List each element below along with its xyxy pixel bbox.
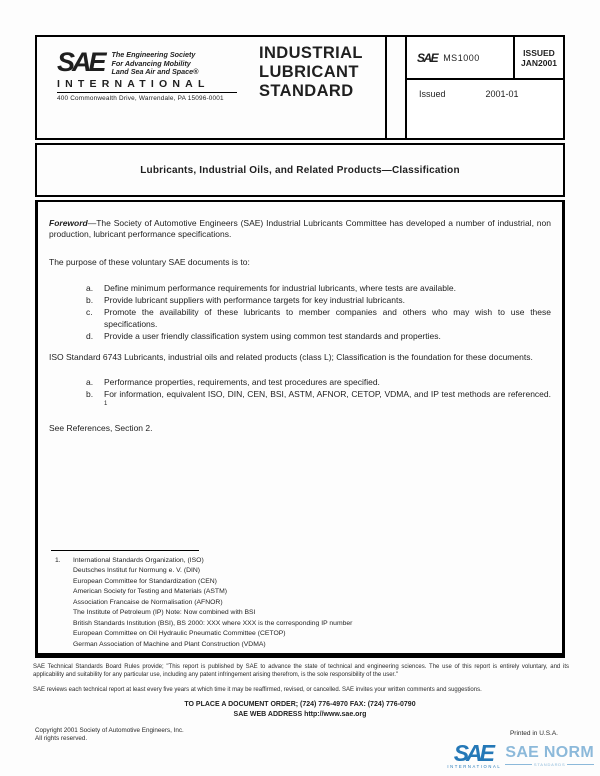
iso-list (49, 376, 551, 412)
list-marker: c. (86, 307, 93, 317)
logo-divider (57, 92, 237, 93)
list-item (49, 294, 551, 306)
list-item-text: Provide lubricant suppliers with performance targets for key industrial lubricants. (104, 295, 405, 305)
list-item (49, 388, 551, 412)
tagline-line-1: The Engineering Society (111, 50, 196, 59)
see-references-line: See References, Section 2. (49, 423, 153, 433)
footnote-divider (51, 550, 199, 551)
sae-blue-logo-icon: SAE (453, 740, 492, 766)
iso-paragraph: ISO Standard 6743 Lubricants, industrial oils and related products (class L); Classification is the foundation for these documents. (49, 352, 533, 362)
footnote-line: The Institute of Petroleum (IP) Note: Now combined with BSI (73, 609, 256, 616)
header-box (35, 35, 565, 140)
list-marker: b. (86, 295, 94, 305)
document-info-table (405, 37, 563, 138)
list-marker: d. (86, 331, 94, 341)
sae-logo-icon: SAE (57, 47, 104, 77)
copyright-notice (35, 727, 184, 743)
tagline-line-3: Land Sea Air and Space® (111, 67, 199, 77)
list-item (49, 306, 551, 330)
footnote-line: International Standards Organization, (ISO) (73, 556, 204, 564)
international-label: INTERNATIONAL (57, 77, 210, 90)
sae-norm-wordmark: SAE NORM (505, 744, 594, 761)
list-marker: a. (86, 377, 94, 387)
list-item-text: For information, equivalent ISO, DIN, CEN, BSI, ASTM, AFNOR, CETOP, VDMA, and IP test methods are referenced. $^1$ (104, 389, 551, 408)
footnote-line: European Committee on Oil Hydraulic Pneumatic Committee (CETOP) (73, 630, 286, 637)
revision-date: 2001-01 (485, 89, 519, 99)
footnote-marker: 1. (55, 556, 61, 564)
document-number-cell (407, 37, 513, 78)
list-item-text: Promote the availability of these lubricants to member companies and others who may wish to use these specifications. (104, 307, 551, 329)
sae-norm-tagline: STANDARDS (533, 762, 566, 767)
purpose-list (49, 282, 551, 342)
list-item-text: Provide a user friendly classification system using common test standards and properties. (104, 331, 441, 341)
printed-in-usa-label: Printed in U.S.A. (509, 730, 558, 737)
tagline-line-2: For Advancing Mobility (111, 58, 191, 68)
tagline-rule-left (505, 764, 532, 765)
document-type-title (259, 44, 363, 101)
body-content (38, 218, 562, 434)
sae-logo-tagline (112, 50, 199, 77)
footnote-line: Deutsches Institut fur Normung e. V. (DIN) (73, 567, 201, 574)
sae-norm-logo-right (505, 743, 594, 767)
issued-date: JAN2001 (521, 57, 557, 68)
sae-norm-logo (447, 740, 594, 769)
purpose-intro: The purpose of these voluntary SAE documents is to: (49, 257, 250, 267)
document-ref-row (407, 37, 563, 80)
doc-type-line-1: INDUSTRIAL (259, 44, 363, 62)
footnote-line: American Society for Testing and Materials (ASTM) (73, 588, 227, 595)
footnote-section (51, 550, 549, 651)
foreword-label: Foreword (49, 218, 88, 228)
copyright-line-2: All rights reserved. (35, 735, 88, 742)
footnote-line: British Standards Institution (BSI), BS 2000: XXX where XXX is the corresponding IP number (73, 619, 353, 627)
revision-label: Issued (419, 89, 446, 99)
footnote-body (51, 556, 549, 651)
web-address-line: SAE WEB ADDRESS http://www.sae.org (233, 711, 367, 718)
doc-type-line-3: STANDARD (259, 82, 354, 100)
document-order-line: TO PLACE A DOCUMENT ORDER; (724) 776-4970 FAX: (724) 776-0790 (184, 701, 416, 708)
footnote-line: European Committee for Standardization (CEN) (73, 577, 217, 585)
sae-norm-logo-left (447, 740, 502, 769)
tagline-rule-right (567, 764, 594, 765)
list-item-text: Define minimum performance requirements for industrial lubricants, where tests are available. (104, 283, 456, 293)
title-bar (35, 143, 565, 197)
sae-mini-logo-icon: SAE (417, 50, 438, 65)
disclaimer-paragraph-1: SAE Technical Standards Board Rules provide; "This report is published by SAE to advance the state of technical and engineering sciences. The use of this report is entirely voluntary, and its applicability and suitability for any particular use, including any patent infringement arising therefrom, is the sole responsibility of the user." (33, 664, 569, 678)
footnote-line: Association Francaise de Normalisation (AFNOR) (73, 598, 223, 606)
disclaimer-paragraph-2: SAE reviews each technical report at least every five years at which time it may be reaffirmed, revised, or cancelled. SAE invites your written comments and suggestions. (33, 687, 482, 693)
doc-type-line-2: LUBRICANT (259, 63, 359, 81)
sae-norm-international-label: INTERNATIONAL (447, 764, 502, 769)
list-item-text: Performance properties, requirements, and test procedures are specified. (104, 377, 380, 387)
foreword-text: —The Society of Automotive Engineers (SAE) Industrial Lubricants Committee has developed a number of industrial, non production, lubricant performance specifications. (49, 218, 551, 239)
list-item (49, 282, 551, 294)
document-body (35, 200, 565, 658)
sae-norm-tagline-row (505, 762, 594, 767)
copyright-line-1: Copyright 2001 Society of Automotive Engineers, Inc. (35, 727, 184, 734)
header-divider (385, 37, 387, 138)
list-marker: a. (86, 283, 94, 293)
revision-row (407, 80, 563, 99)
list-item (49, 376, 551, 388)
sae-logo (57, 47, 237, 102)
issued-label: ISSUED (523, 47, 555, 58)
document-title: Lubricants, Industrial Oils, and Related Products—Classification (140, 164, 460, 176)
issued-cell (513, 37, 563, 78)
foreword-paragraph (49, 218, 551, 240)
document-number: MS1000 (443, 52, 480, 63)
list-marker: b. (86, 389, 94, 399)
address-line: 400 Commonwealth Drive, Warrendale, PA 15096-0001 (57, 94, 224, 102)
footnote-line: German Association of Machine and Plant Construction (VDMA) (73, 640, 266, 648)
list-item (49, 330, 551, 342)
footnote-ref: 1 (104, 401, 108, 408)
